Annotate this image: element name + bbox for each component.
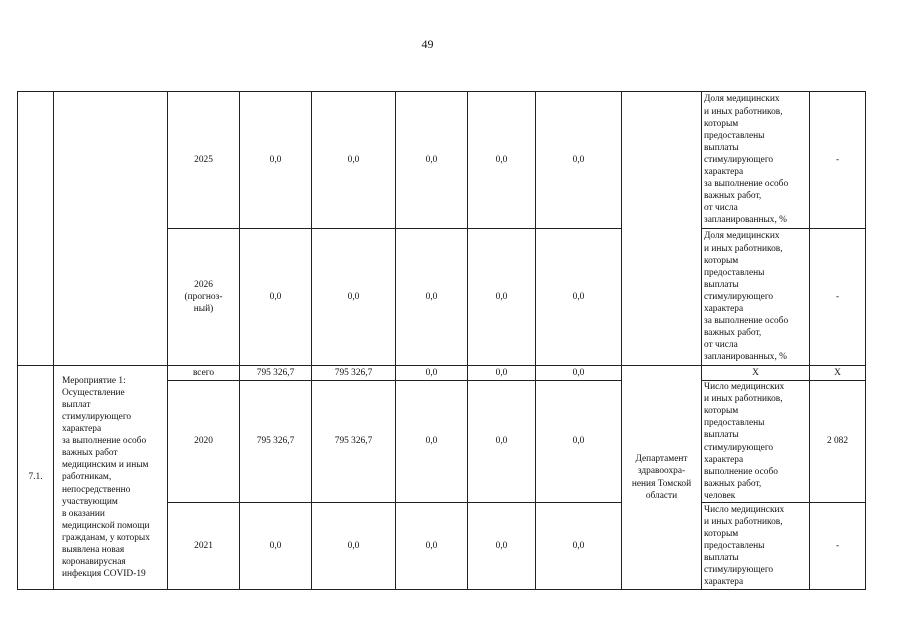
department-text: Департамент здравоохра- нения Томской области: [631, 454, 692, 501]
cell-value-total: 795 326,7: [240, 366, 312, 381]
cell-value-local: 0,0: [468, 366, 536, 381]
indicator-text: Доля медицинских и иных работников, которым предоставлены выплаты стимулирующего характера за выполнение особо важных работ, от числа запланированных, %: [704, 94, 789, 226]
cell-target: -: [810, 92, 866, 229]
cell-target: -: [810, 229, 866, 366]
cell-year: [168, 229, 240, 366]
cell-value-local: 0,0: [468, 229, 536, 366]
cell-number-empty: [18, 92, 54, 366]
cell-value-local: 0,0: [468, 381, 536, 503]
cell-value-other: 0,0: [536, 503, 622, 590]
page-number: 49: [421, 37, 434, 51]
cell-department: [622, 366, 702, 590]
cell-value-total: 795 326,7: [240, 381, 312, 503]
cell-value-federal: 0,0: [312, 92, 396, 229]
cell-value-federal: 0,0: [312, 229, 396, 366]
cell-value-other: 0,0: [536, 229, 622, 366]
cell-value-local: 0,0: [468, 503, 536, 590]
budget-table: [17, 91, 866, 590]
cell-value-other: 0,0: [536, 366, 622, 381]
cell-target: -: [810, 503, 866, 590]
table-row-total: [18, 366, 866, 381]
cell-value-regional: 0,0: [396, 92, 468, 229]
cell-value-other: 0,0: [536, 381, 622, 503]
cell-item-name: [54, 366, 168, 590]
cell-value-regional: 0,0: [396, 366, 468, 381]
cell-value-federal: 795 326,7: [312, 381, 396, 503]
cell-value-federal: 0,0: [312, 503, 396, 590]
cell-value-other: 0,0: [536, 92, 622, 229]
cell-target: 2 082: [810, 381, 866, 503]
table-row-2025: [18, 92, 866, 229]
cell-indicator: [702, 381, 810, 503]
cell-year: 2025: [168, 92, 240, 229]
cell-value-total: 0,0: [240, 229, 312, 366]
cell-value-local: 0,0: [468, 92, 536, 229]
cell-dept-empty: [622, 92, 702, 366]
cell-year: 2020: [168, 381, 240, 503]
indicator-text: Доля медицинских и иных работников, которым предоставлены выплаты стимулирующего характера за выполнение особо важных работ, от числа запланированных, %: [704, 231, 789, 363]
cell-value-federal: 795 326,7: [312, 366, 396, 381]
indicator-text: Число медицинских и иных работников, которым предоставлены выплаты стимулирующего характера выполнение особо важных работ, человек: [704, 382, 785, 501]
cell-value-regional: 0,0: [396, 503, 468, 590]
cell-value-regional: 0,0: [396, 381, 468, 503]
cell-value-total: 0,0: [240, 503, 312, 590]
cell-indicator: [702, 92, 810, 229]
cell-target: Х: [810, 366, 866, 381]
cell-item-number: 7.1.: [18, 366, 54, 590]
cell-value-regional: 0,0: [396, 229, 468, 366]
cell-year: 2021: [168, 503, 240, 590]
cell-value-total: 0,0: [240, 92, 312, 229]
item-name-text: Мероприятие 1: Осуществление выплат стимулирующего характера за выполнение особо важных работ медицинским и иным работникам, непосредственно участвующим в оказании медицинской помощи гражданам, у которых выявлена новая коронавирусная инфекция COVID-19: [62, 375, 150, 580]
cell-year: всего: [168, 366, 240, 381]
year-text: 2026 (прогноз- ный): [184, 279, 223, 315]
indicator-text: Число медицинских и иных работников, которым предоставлены выплаты стимулирующего характера: [704, 504, 785, 588]
cell-name-empty: [54, 92, 168, 366]
cell-indicator: Х: [702, 366, 810, 381]
cell-indicator: [702, 503, 810, 590]
cell-indicator: [702, 229, 810, 366]
